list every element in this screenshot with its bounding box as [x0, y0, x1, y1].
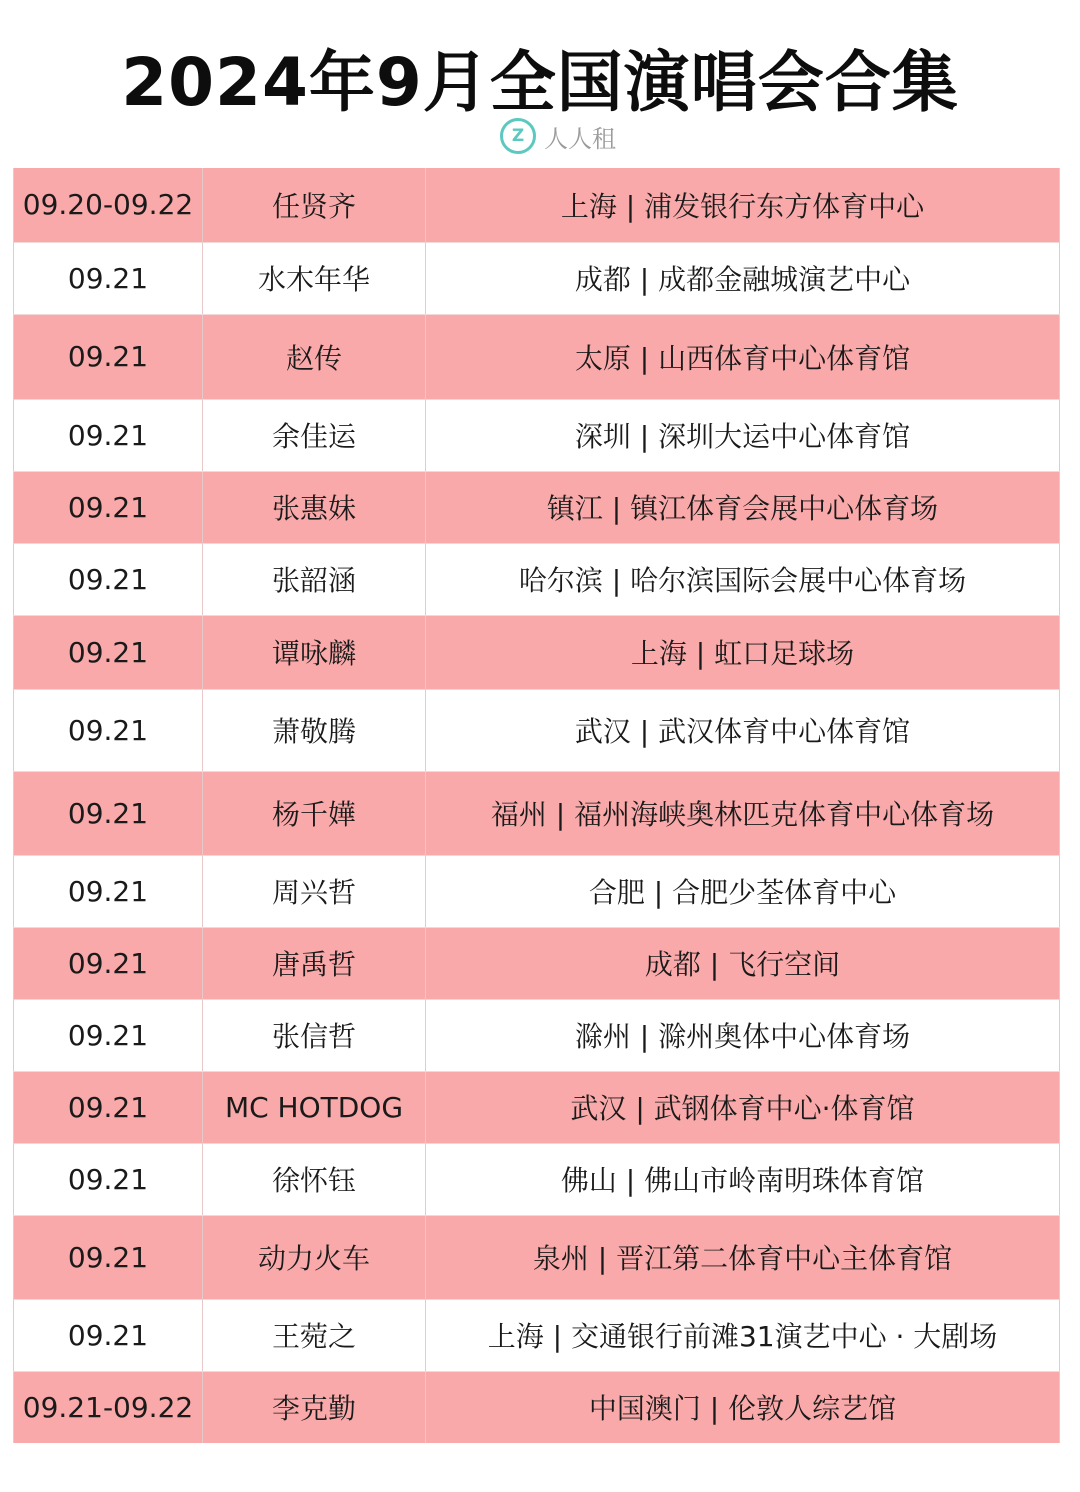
cell-date: 09.21-09.22 [14, 1371, 203, 1443]
table-row [14, 1371, 1060, 1443]
cell-date: 09.21 [14, 314, 203, 399]
cell-artist: 王菀之 [203, 1299, 426, 1371]
cell-date: 09.21 [14, 927, 203, 999]
table-row [14, 242, 1060, 314]
table-row [14, 999, 1060, 1071]
cell-date: 09.21 [14, 615, 203, 689]
page-title: 2024年9月全国演唱会合集 [121, 44, 959, 121]
cell-venue: 泉州 | 晋江第二体育中心主体育馆 [426, 1215, 1060, 1299]
cell-artist: 动力火车 [203, 1215, 426, 1299]
cell-venue: 上海 | 虹口足球场 [426, 615, 1060, 689]
cell-date: 09.20-09.22 [14, 168, 203, 242]
cell-artist: 萧敬腾 [203, 689, 426, 771]
table-row [14, 471, 1060, 543]
table-row [14, 615, 1060, 689]
table-row [14, 1215, 1060, 1299]
cell-date: 09.21 [14, 1143, 203, 1215]
brand-logo [500, 116, 616, 156]
cell-artist: 徐怀钰 [203, 1143, 426, 1215]
table-row [14, 168, 1060, 242]
logo-text: 人人租 [544, 124, 616, 153]
cell-artist: 谭咏麟 [203, 615, 426, 689]
cell-artist: 李克勤 [203, 1371, 426, 1443]
cell-artist: MC HOTDOG [203, 1071, 426, 1143]
cell-date: 09.21 [14, 771, 203, 855]
table-row [14, 689, 1060, 771]
cell-venue: 上海 | 浦发银行东方体育中心 [426, 168, 1060, 242]
cell-artist: 余佳运 [203, 399, 426, 471]
table-row [14, 1143, 1060, 1215]
table-row [14, 855, 1060, 927]
cell-artist: 任贤齐 [203, 168, 426, 242]
cell-date: 09.21 [14, 543, 203, 615]
logo-icon: Z [500, 118, 536, 154]
table-row [14, 314, 1060, 399]
cell-venue: 哈尔滨 | 哈尔滨国际会展中心体育场 [426, 543, 1060, 615]
cell-date: 09.21 [14, 242, 203, 314]
cell-date: 09.21 [14, 1215, 203, 1299]
cell-date: 09.21 [14, 999, 203, 1071]
table-row [14, 927, 1060, 999]
cell-venue: 太原 | 山西体育中心体育馆 [426, 314, 1060, 399]
cell-date: 09.21 [14, 1071, 203, 1143]
cell-date: 09.21 [14, 399, 203, 471]
cell-artist: 张信哲 [203, 999, 426, 1071]
concert-schedule-table [13, 168, 1060, 1443]
cell-date: 09.21 [14, 855, 203, 927]
cell-venue: 合肥 | 合肥少荃体育中心 [426, 855, 1060, 927]
cell-artist: 杨千嬅 [203, 771, 426, 855]
table-row [14, 543, 1060, 615]
table-row [14, 771, 1060, 855]
cell-venue: 福州 | 福州海峡奥林匹克体育中心体育场 [426, 771, 1060, 855]
cell-date: 09.21 [14, 1299, 203, 1371]
table-row [14, 1071, 1060, 1143]
cell-venue: 上海 | 交通银行前滩31演艺中心 · 大剧场 [426, 1299, 1060, 1371]
table-row [14, 1299, 1060, 1371]
cell-artist: 张韶涵 [203, 543, 426, 615]
cell-venue: 佛山 | 佛山市岭南明珠体育馆 [426, 1143, 1060, 1215]
cell-date: 09.21 [14, 471, 203, 543]
cell-artist: 张惠妹 [203, 471, 426, 543]
cell-venue: 武汉 | 武汉体育中心体育馆 [426, 689, 1060, 771]
cell-date: 09.21 [14, 689, 203, 771]
cell-artist: 唐禹哲 [203, 927, 426, 999]
cell-venue: 中国澳门 | 伦敦人综艺馆 [426, 1371, 1060, 1443]
cell-venue: 成都 | 飞行空间 [426, 927, 1060, 999]
cell-venue: 滁州 | 滁州奥体中心体育场 [426, 999, 1060, 1071]
cell-artist: 水木年华 [203, 242, 426, 314]
cell-artist: 周兴哲 [203, 855, 426, 927]
table-row [14, 399, 1060, 471]
cell-venue: 深圳 | 深圳大运中心体育馆 [426, 399, 1060, 471]
cell-venue: 成都 | 成都金融城演艺中心 [426, 242, 1060, 314]
cell-venue: 镇江 | 镇江体育会展中心体育场 [426, 471, 1060, 543]
cell-venue: 武汉 | 武钢体育中心·体育馆 [426, 1071, 1060, 1143]
cell-artist: 赵传 [203, 314, 426, 399]
